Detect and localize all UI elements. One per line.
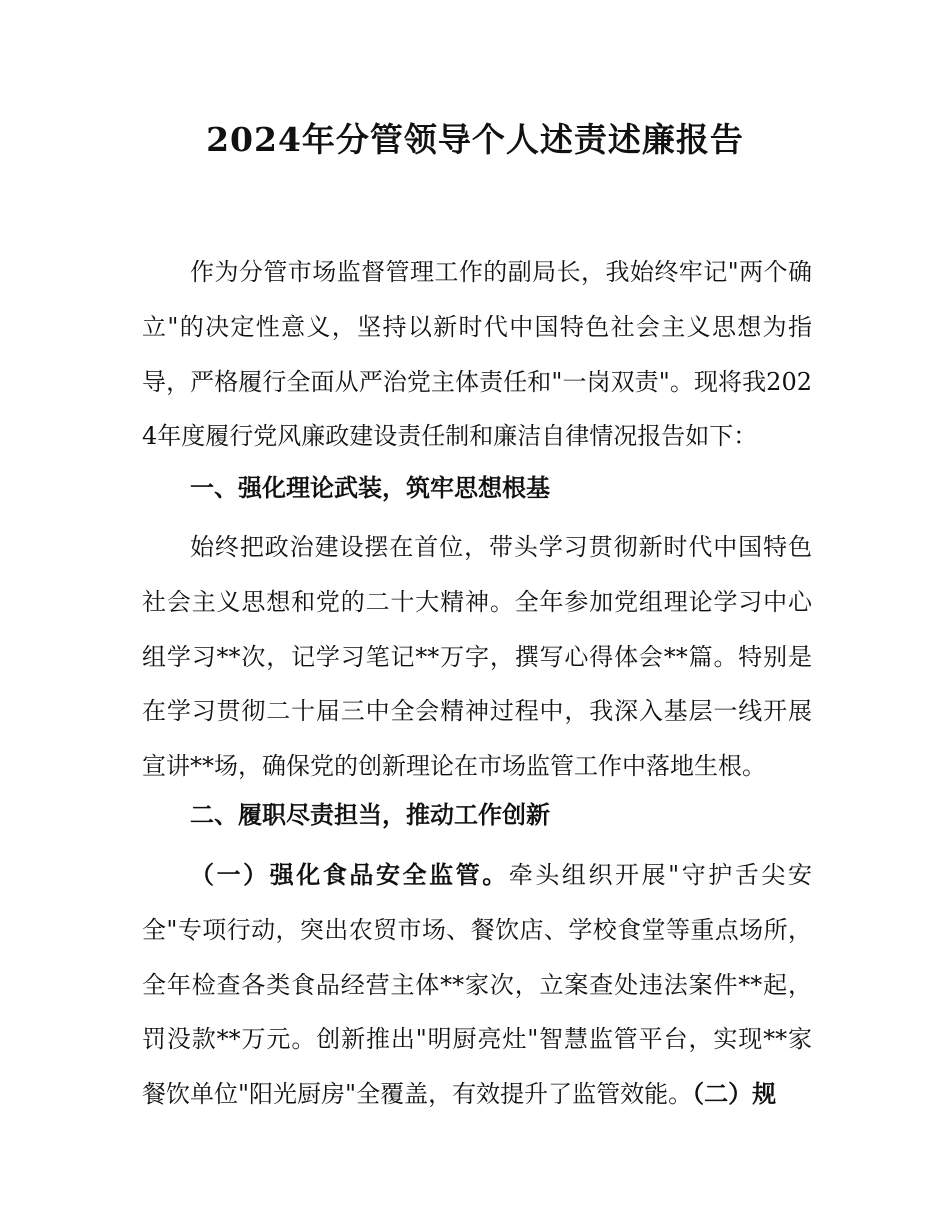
subsection-1-lead: （一）强化食品安全监管。 [190,861,509,889]
section-1-paragraph: 始终把政治建设摆在首位，带头学习贯彻新时代中国特色社会主义思想和党的二十大精神。全年参加党组理论学习中心组学习**次，记学习笔记**万字，撰写心得体会**篇。特别是在学习贯彻二十届三中全会精神过程中，我深入基层一线开展宣讲**场，确保党的创新理论在市场监管工作中落地生根。 [142,533,812,781]
intro-paragraph: 作为分管市场监督管理工作的副局长，我始终牢记"两个确立"的决定性意义，坚持以新时代中国特色社会主义思想为指导，严格履行全面从严治党主体责任和"一岗双责"。现将我2024年度履行党风廉政建设责任制和廉洁自律情况报告如下： [142,258,812,451]
section-heading-1: 一、强化理论武装，筑牢思想根基 [190,474,550,502]
subsection-2-lead: （二）规 [692,1080,777,1109]
document-title: 2024年分管领导个人述责述廉报告 [206,120,744,159]
section-heading-2: 二、履职尽责担当，推动工作创新 [190,801,550,829]
subsection-1-body: 牵头组织开展"守护舌尖安全"专项行动，突出农贸市场、餐饮店、学校食堂等重点场所，全年检查各类食品经营主体**家次，立案查处违法案件**起，罚没款**万元。创新推出"明厨亮灶"智慧监管平台，实现**家餐饮单位"阳光厨房"全覆盖，有效提升了监管效能。 [142,861,812,1109]
subsection-1-paragraph [142,848,812,1122]
